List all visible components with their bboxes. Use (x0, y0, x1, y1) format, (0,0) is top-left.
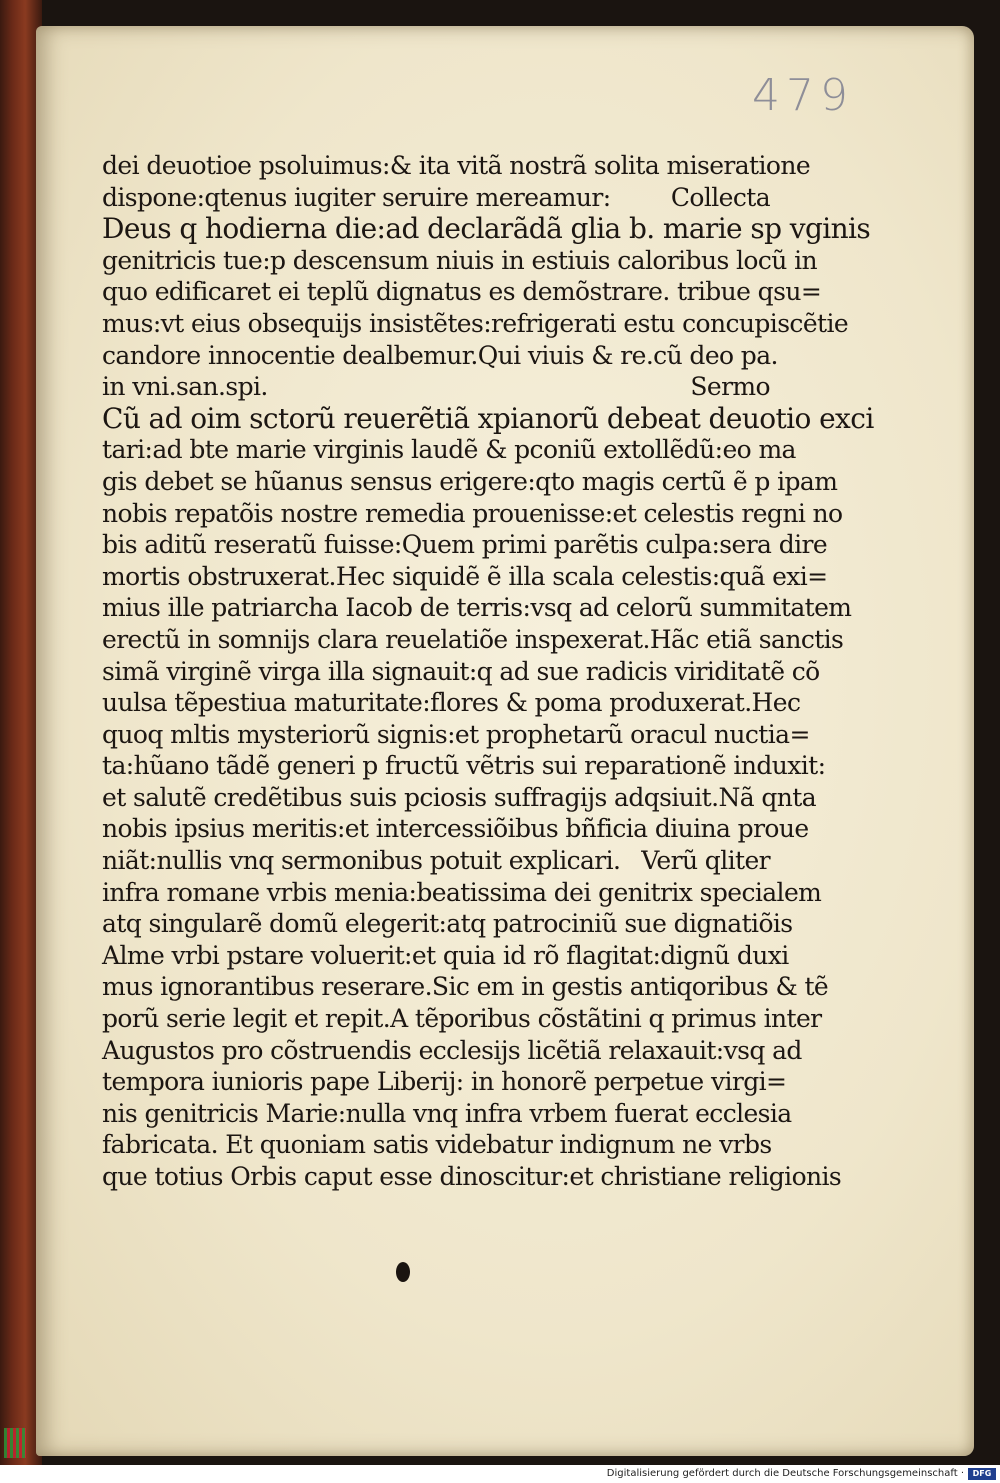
digitization-footer (0, 1465, 1000, 1483)
text-line (102, 498, 843, 530)
text-line (102, 561, 828, 593)
line-text: candore innocentie dealbemur.Qui viuis & re.cũ deo pa. (102, 340, 778, 370)
text-line (102, 877, 822, 909)
text-line (102, 908, 793, 940)
line-text: tempora iunioris pape Liberij: in honorẽ perpetue virgi= (102, 1067, 787, 1097)
line-text: dispone:qtenus iugiter seruire mereamur: (102, 182, 611, 212)
footer-credit-text: Digitalisierung gefördert durch die Deutsche Forschungsgemeinschaft · (606, 1468, 964, 1479)
line-text: Deus q hodierna die:ad declarãdã glia b. marie sp vginis (102, 212, 871, 246)
ink-dot-mark (396, 1262, 410, 1282)
line-text: tari:ad bte marie virginis laudẽ & pconiũ extollẽdũ:eo ma (102, 435, 796, 465)
line-text: quoq mltis mysteriorũ signis:et prophetarũ oracul nuctia= (102, 719, 810, 749)
line-text: niãt:nullis vnq sermonibus potuit explicari. (102, 846, 621, 876)
line-text: genitricis tue:p descensum niuis in estiuis caloribus locũ in (102, 245, 818, 275)
line-text: bis aditũ reseratũ fuisse:Quem primi parẽtis culpa:sera dire (102, 530, 828, 560)
line-text: mus:vt eius obsequijs insistẽtes:refrigerati estu concupiscẽtie (102, 308, 849, 338)
text-line (102, 150, 811, 182)
rubric-heading: Collecta (670, 182, 770, 212)
text-block (102, 150, 874, 1193)
text-line (102, 750, 826, 782)
text-line (102, 308, 849, 340)
text-line (102, 782, 817, 814)
line-text: fabricata. Et quoniam satis videbatur indignum ne vrbs (102, 1130, 772, 1160)
line-text: que totius Orbis caput esse dinoscitur:et christiane religionis (102, 1162, 842, 1191)
text-line (102, 340, 778, 372)
line-text: nobis repatõis nostre remedia prouenisse:et celestis regni no (102, 498, 843, 528)
line-text: simã virginẽ virga illa signauit:q ad sue radicis viriditatẽ cõ (102, 656, 820, 686)
text-line (102, 434, 796, 466)
line-text: porũ serie legit et repit.A tẽporibus cõstãtini q primus inter (102, 1004, 822, 1034)
text-line (102, 845, 770, 877)
line-text: nobis ipsius meritis:et intercessiõibus bñficia diuina proue (102, 814, 809, 844)
text-line (102, 466, 838, 498)
text-line (102, 656, 820, 688)
text-line (102, 529, 828, 561)
text-line (102, 1129, 770, 1161)
line-text: nis genitricis Marie:nulla vnq infra vrbem fuerat ecclesia (102, 1098, 792, 1128)
text-line (102, 971, 829, 1003)
line-text: ta:hũano tãdẽ generi p fructũ vẽtris sui reparationẽ induxit: (102, 751, 826, 781)
line-text: Cũ ad oim sctorũ reuerẽtiã xpianorũ debeat deuotio exci (102, 401, 874, 435)
text-line (102, 592, 852, 624)
line-text: mius ille patriarcha Iacob de terris:vsq ad celorũ summitatem (102, 593, 852, 623)
line-text: infra romane vrbis menia:beatissima dei genitrix specialem (102, 877, 822, 907)
text-line (102, 182, 770, 214)
line-text: atq singularẽ domũ elegerit:atq patrociniũ sue dignatiõis (102, 909, 793, 939)
line-text: in vni.san.spi. (102, 372, 268, 402)
text-line (102, 940, 789, 972)
text-line (102, 719, 810, 751)
text-line (102, 1066, 787, 1098)
line-text: uulsa tẽpestiua maturitate:flores & poma produxerat.Hec (102, 688, 801, 718)
text-line (102, 245, 818, 277)
text-line (102, 1003, 822, 1035)
rubric-heading: Sermo (690, 372, 770, 402)
line-text: dei deuotioe psoluimus:& ita vitã nostrã solita miseratione (102, 151, 811, 180)
line-text: quo edificaret ei teplũ dignatus es demõstrare. tribue qsu= (102, 277, 822, 307)
text-line (102, 813, 809, 845)
text-line (102, 1098, 792, 1130)
folio-number: 479 (752, 70, 854, 121)
text-line (102, 687, 801, 719)
line-text: Alme vrbi pstare voluerit:et quia id rõ flagitat:dignũ duxi (102, 940, 789, 970)
rubric-heading: Verũ qliter (641, 846, 770, 876)
line-text: erectũ in somnijs clara reuelatiõe inspexerat.Hãc etiã sanctis (102, 624, 844, 654)
dfg-logo: DFG (968, 1468, 996, 1480)
text-line (102, 212, 871, 246)
line-text: gis debet se hũanus sensus erigere:qto magis certũ ẽ p ipam (102, 466, 838, 496)
binding-color-marker (4, 1428, 26, 1458)
line-text: mortis obstruxerat.Hec siquidẽ ẽ illa scala celestis:quã exi= (102, 561, 828, 591)
text-line (102, 401, 874, 435)
line-text: Augustos pro cõstruendis ecclesijs licẽtiã relaxauit:vsq ad (102, 1035, 802, 1065)
text-line (102, 1161, 842, 1193)
line-text: mus ignorantibus reserare.Sic em in gestis antiqoribus & tẽ (102, 972, 829, 1002)
text-line (102, 1035, 802, 1067)
text-line (102, 276, 822, 308)
line-text: et salutẽ credẽtibus suis pciosis suffragijs adqsiuit.Nã qnta (102, 782, 817, 812)
text-line (102, 371, 770, 403)
text-line (102, 624, 844, 656)
